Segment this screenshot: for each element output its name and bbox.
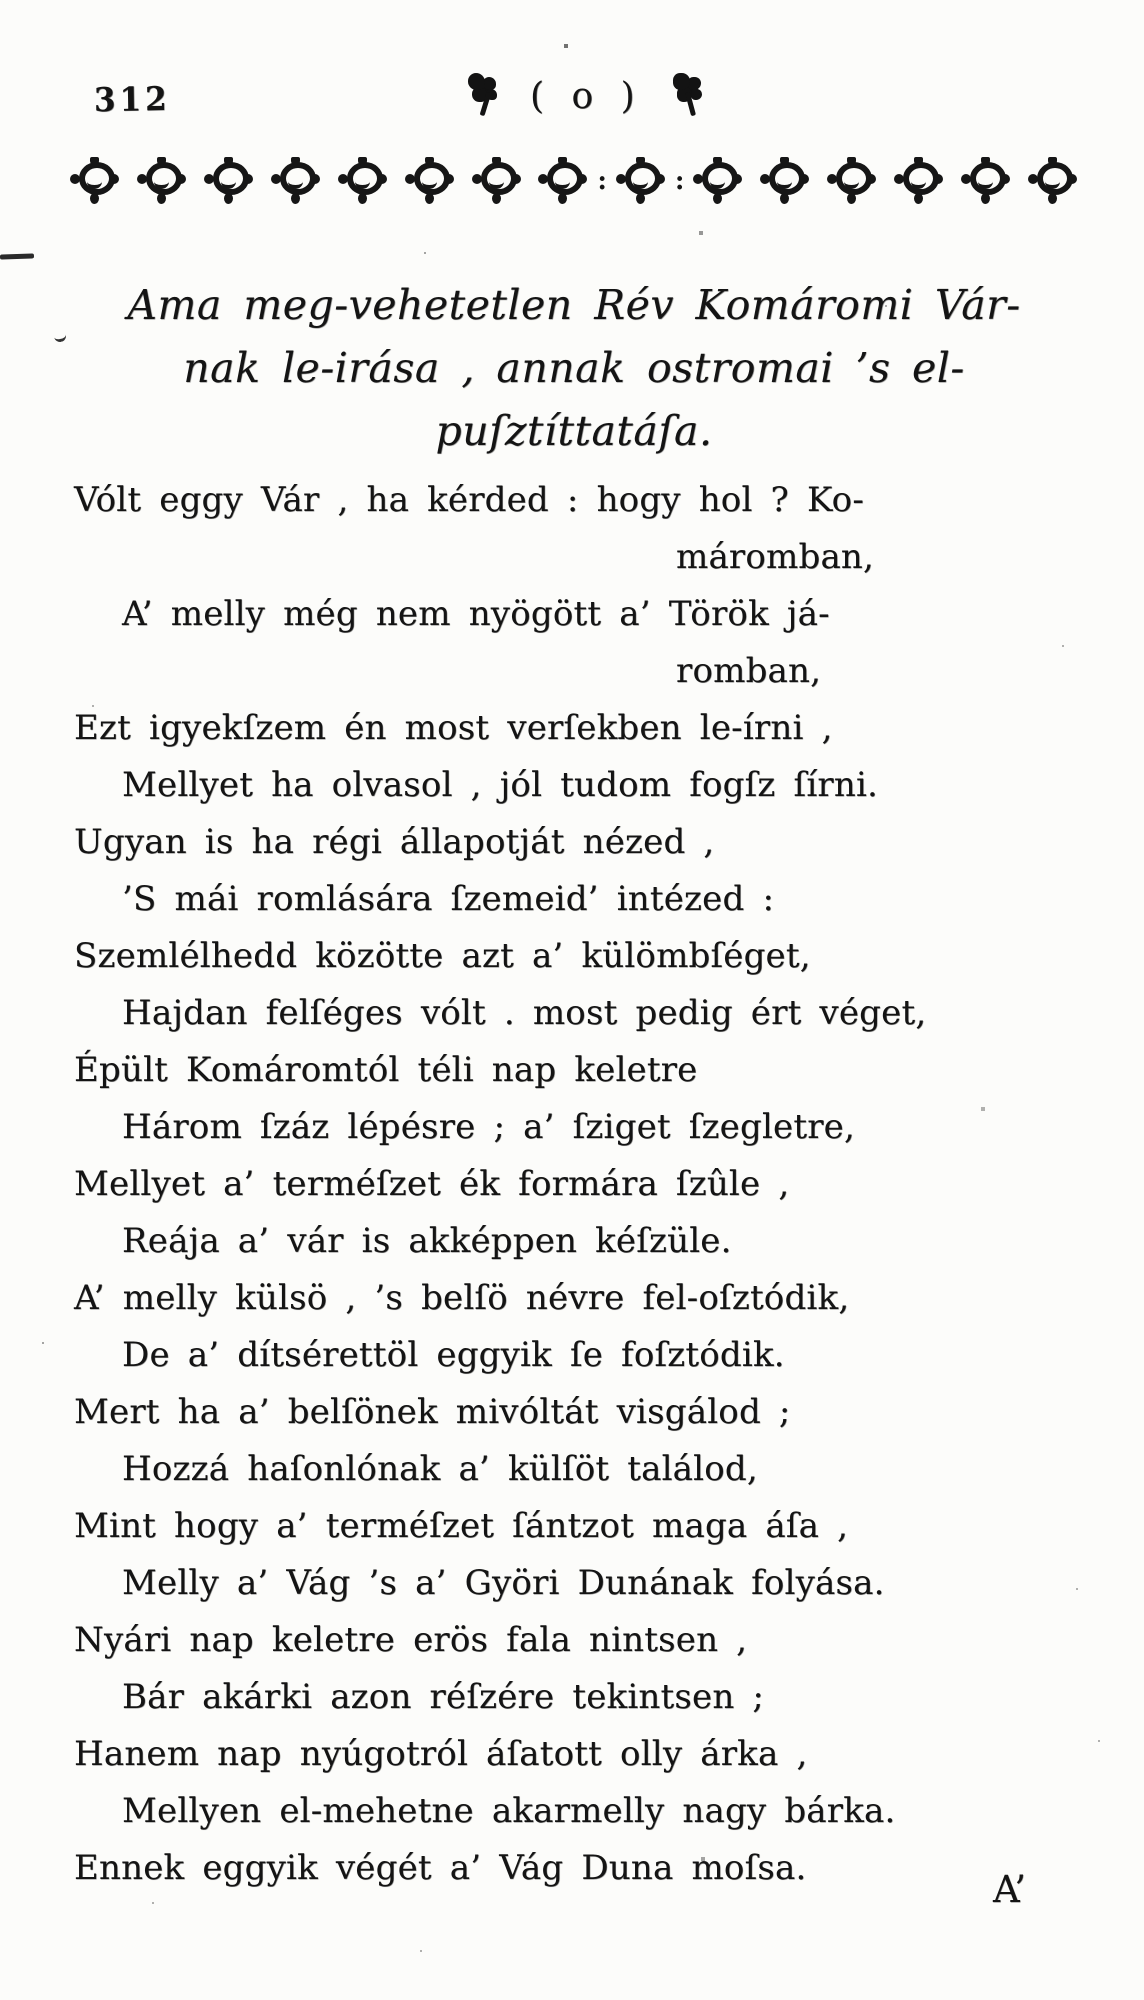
rosette-ornament-icon	[1028, 157, 1078, 205]
poem-body	[74, 472, 1094, 1897]
poem-line: Mellyet a’ terméſzet ék formára ſzûle ,	[74, 1164, 790, 1204]
poem-line: Hanem nap nyúgotról áſatott olly árka ,	[74, 1734, 808, 1774]
scan-artifact-mark	[53, 329, 67, 343]
rosette-ornament-icon	[760, 157, 810, 205]
rosette-ornament-icon	[271, 157, 321, 205]
poem-line: Hajdan felſéges vólt . most pedig ért véget,	[122, 993, 927, 1033]
rosette-ornament-icon	[338, 157, 388, 205]
poem-line: Ennek eggyik végét a’ Vág Duna moſsa.	[74, 1848, 807, 1888]
divider-colon-mark: :	[674, 166, 685, 196]
poem-line: Reája a’ vár is akképpen kéſzüle.	[122, 1221, 732, 1261]
scan-artifact-dash	[0, 253, 34, 259]
poem-line: Ezt igyekſzem én most verſekben le-írni ,	[74, 708, 833, 748]
floral-ornament-icon	[462, 71, 506, 121]
poem-line: Mint hogy a’ terméſzet ſántzot maga áſa ,	[74, 1506, 849, 1546]
rosette-ornament-icon	[827, 157, 877, 205]
poem-line: Ugyan is ha régi állapotját nézed ,	[74, 822, 715, 862]
title-line: nak le-irása , annak ostromai ’s el-	[183, 344, 965, 392]
rosette-ornament-icon	[538, 157, 588, 205]
title-line: Ama meg-vehetetlen Rév Komáromi Vár-	[127, 281, 1021, 329]
header-ornament-group	[462, 66, 711, 126]
divider-colon-mark: :	[597, 166, 607, 196]
poem-line: Bár akárki azon réſzére tekintsen ;	[122, 1677, 765, 1717]
poem-line: Mellyen el-mehetne akarmelly nagy bárka.	[122, 1791, 896, 1831]
poem-line: Vólt eggy Vár , ha kérded : hogy hol ? Ko-	[74, 480, 865, 520]
poem-line: Három ſzáz lépésre ; a’ ſziget ſzegletre,	[122, 1107, 855, 1147]
poem-line: A’ melly külsö , ’s belſö névre fel-oſztódik,	[74, 1278, 850, 1318]
ornament-divider	[70, 154, 1078, 208]
poem-line: Épült Komáromtól téli nap keletre	[74, 1050, 698, 1090]
title-line: puſztíttatáſa.	[435, 407, 713, 455]
rosette-ornament-icon	[137, 157, 187, 205]
poem-line: Mert ha a’ belſönek mivóltát visgálod ;	[74, 1392, 791, 1432]
poem-line: máromban,	[676, 537, 875, 577]
floral-ornament-icon	[667, 71, 711, 121]
rosette-ornament-icon	[405, 157, 455, 205]
rosette-ornament-icon	[204, 157, 254, 205]
rosette-ornament-icon	[70, 157, 120, 205]
rosette-ornament-icon	[693, 157, 743, 205]
header-signature-mark: ( o )	[530, 75, 643, 117]
poem-line: ’S mái romlására ſzemeid’ intézed :	[122, 879, 775, 919]
rosette-ornament-icon	[961, 157, 1011, 205]
poem-line: Hozzá haſonlónak a’ külſöt találod,	[122, 1449, 758, 1489]
poem-line: Nyári nap keletre erös fala nintsen ,	[74, 1620, 748, 1660]
poem-line: De a’ dítsérettöl eggyik ſe foſztódik.	[122, 1335, 785, 1375]
rosette-ornament-icon	[616, 157, 666, 205]
poem-title	[78, 274, 1070, 463]
poem-line: Mellyet ha olvasol , jól tudom fogſz ſírni.	[122, 765, 879, 805]
poem-line: A’ melly még nem nyögött a’ Török já-	[122, 594, 830, 634]
scan-noise	[0, 0, 2, 2]
poem-line: Szemlélhedd közötte azt a’ külömbſéget,	[74, 936, 811, 976]
catchword: A’	[992, 1868, 1026, 1911]
rosette-ornament-icon	[472, 157, 522, 205]
page-number: 312	[93, 80, 172, 120]
rosette-ornament-icon	[894, 157, 944, 205]
poem-line: Melly a’ Vág ’s a’ Györi Dunának folyása.	[122, 1563, 885, 1603]
poem-line: romban,	[676, 651, 822, 691]
